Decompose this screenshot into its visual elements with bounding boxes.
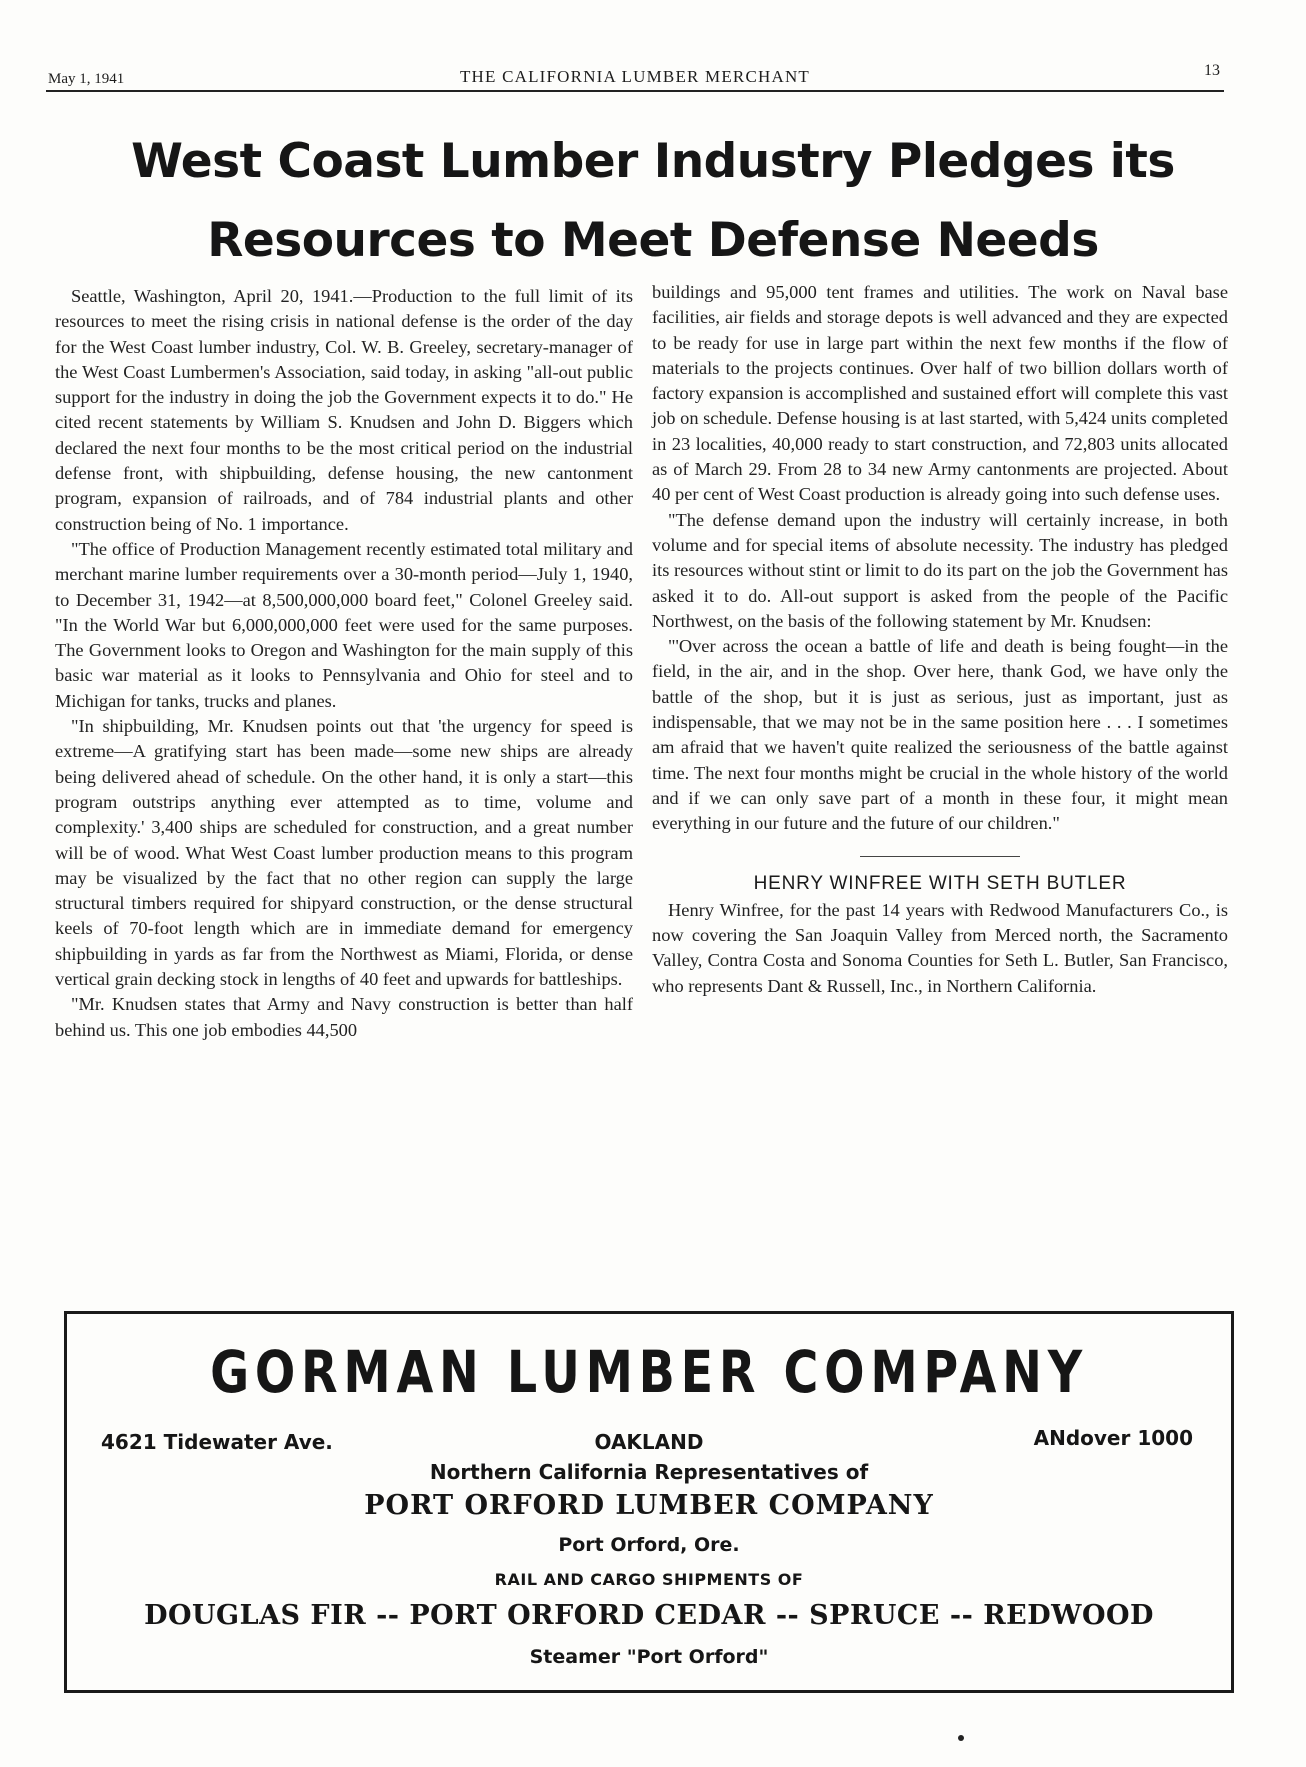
article-column-left bbox=[55, 284, 633, 1294]
article-paragraph: buildings and 95,000 tent frames and utilities. The work on Naval base facilities, air fields and storage depots is well advanced and they are expected to be ready for use in large part within the next few months if the flow of materials to the projects continues. Over half of two billion dollars worth of factory expansion is accomplished and sustained effort will complete this vast job on schedule. Defense housing is at last started, with 5,424 units completed in 23 localities, 40,000 ready to start construction, and 72,803 units allocated as of March 29. From 28 to 34 new Army cantonments are projected. About 40 per cent of West Coast production is already going into such defense uses. bbox=[652, 282, 1228, 505]
section-divider bbox=[860, 856, 1020, 857]
ad-address: 4621 Tidewater Ave. bbox=[101, 1430, 333, 1454]
publication-title: THE CALIFORNIA LUMBER MERCHANT bbox=[459, 67, 811, 86]
issue-date: May 1, 1941 bbox=[48, 71, 125, 87]
ad-representatives: Northern California Representatives of bbox=[429, 1460, 869, 1484]
ad-company-name: GORMAN LUMBER COMPANY bbox=[210, 1338, 1088, 1406]
article-paragraph: "In shipbuilding, Mr. Knudsen points out that 'the urgency for speed is extreme—A gratifying start has been made—some new ships are already being delivered ahead of schedule. On the other hand, it is only a start—this program outstrips anything ever attempted as to time, volume and complexity.' 3,400 ships are scheduled for construction, and a great number will be of wood. What West Coast lumber production means to this program may be visualized by the fact that no other region can supply the large structural timbers required for shipyard construction, or the dense structural keels of 70-foot length which are in immediate demand for emergency shipbuilding in yards as far from the Northwest as Miami, Florida, or dense vertical grain decking stock in lengths of 40 feet and upwards for battleships. bbox=[55, 716, 633, 990]
news-item-title: HENRY WINFREE WITH SETH BUTLER bbox=[753, 872, 1127, 894]
page-number: 13 bbox=[1204, 62, 1220, 79]
ad-shipments: RAIL AND CARGO SHIPMENTS OF bbox=[494, 1570, 804, 1589]
ad-represented-company: PORT ORFORD LUMBER COMPANY bbox=[364, 1490, 934, 1521]
article-paragraph: "The defense demand upon the industry will certainly increase, in both volume and for special items of absolute necessity. The industry has pledged its resources without stint or limit to do its part on the job the Government has asked it to do. All-out support is asked from the people of the Pacific Northwest, on the basis of the following statement by Mr. Knudsen: bbox=[652, 509, 1228, 631]
ad-species-list: DOUGLAS FIR -- PORT ORFORD CEDAR -- SPRUCE -- REDWOOD bbox=[144, 1600, 1154, 1631]
article-paragraph: "Mr. Knudsen states that Army and Navy construction is better than half behind us. This one job embodies 44,500 bbox=[55, 994, 633, 1040]
article-paragraph: "'Over across the ocean a battle of life and death is being fought—in the field, in the air, and in the shop. Over here, thank God, we have only the battle of the shop, but it is just as serious, just as important, just as indispensable, that we may not be in the same position here . . . I sometimes am afraid that we haven't quite realized the seriousness of the battle against time. The next four months might be crucial in the whole history of the world and if we can only save part of a month in these four, it might mean everything in our future and the future of our children." bbox=[652, 636, 1228, 834]
ink-dot bbox=[958, 1735, 964, 1741]
article-headline bbox=[40, 122, 1266, 280]
headline-line-1: West Coast Lumber Industry Pledges its bbox=[131, 134, 1175, 189]
ad-represented-location: Port Orford, Ore. bbox=[558, 1534, 740, 1556]
article-paragraph: Seattle, Washington, April 20, 1941.—Production to the full limit of its resources to meet the rising crisis in national defense is the order of the day for the West Coast lumber industry, Col. W. B. Greeley, secretary-manager of the West Coast Lumbermen's Association, said today, in asking "all-out public support for the industry in doing the job the Government expects it to do." He cited recent statements by William S. Knudsen and John D. Biggers which declared the next four months to be the most critical period on the industrial defense front, with shipbuilding, defense housing, the new cantonment program, expansion of railroads, and of 784 industrial plants and other construction being of No. 1 importance. bbox=[55, 286, 633, 534]
news-item-body: Henry Winfree, for the past 14 years with Redwood Manufacturers Co., is now covering the San Joaquin Valley from Merced north, the Sacramento Valley, Contra Costa and Sonoma Counties for Seth L. Butler, San Francisco, who represents Dant & Russell, Inc., in Northern California. bbox=[652, 899, 1228, 996]
ad-phone: ANdover 1000 bbox=[1033, 1426, 1193, 1450]
article-paragraph: "The office of Production Management recently estimated total military and merchant marine lumber requirements over a 30-month period—July 1, 1940, to December 31, 1942—at 8,500,000,000 board feet," Colonel Greeley said. "In the World War but 6,000,000,000 feet were used for the same purposes. The Government looks to Oregon and Washington for the main supply of this basic war material as it looks to Pennsylvania and Ohio for steel and to Michigan for tanks, trucks and planes. bbox=[55, 538, 633, 711]
article-column-right bbox=[652, 280, 1228, 1290]
gorman-lumber-advertisement bbox=[64, 1311, 1234, 1693]
ad-steamer: Steamer "Port Orford" bbox=[529, 1646, 769, 1668]
ad-city: OAKLAND bbox=[594, 1430, 704, 1454]
page-header bbox=[46, 62, 1224, 92]
headline-line-2: Resources to Meet Defense Needs bbox=[207, 213, 1099, 268]
